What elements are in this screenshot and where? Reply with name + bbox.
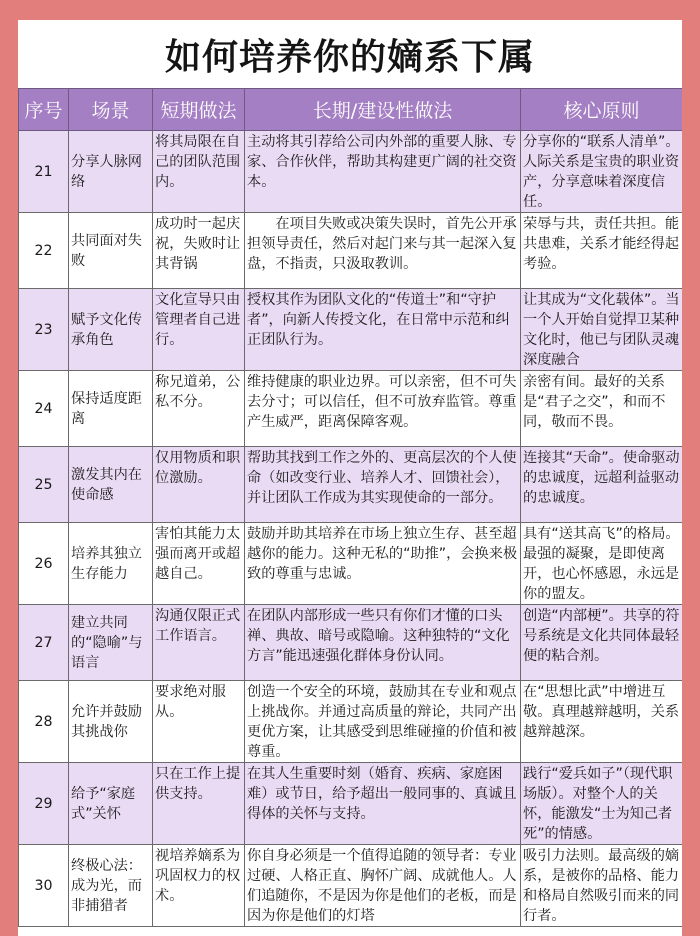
row-long-term: 维持健康的职业边界。可以亲密，但不可失去分寸；可以信任，但不可放弃监管。尊重产生威严，距离保障客观。	[245, 371, 521, 447]
row-long-term	[245, 213, 521, 289]
row-number: 28	[19, 681, 69, 763]
row-scene: 激发其内在使命感	[69, 447, 153, 523]
row-principle: 践行“爱兵如子”（现代职场版）。对整个人的关怀，能激发“士为知己者死”的情感。	[521, 763, 683, 845]
row-scene: 给予“家庭式”关怀	[69, 763, 153, 845]
row-short-term: 视培养嫡系为巩固权力的权术。	[153, 845, 245, 927]
row-number: 29	[19, 763, 69, 845]
row-scene: 建立共同的“隐喻”与语言	[69, 605, 153, 681]
row-long-term: 你自身必须是一个值得追随的领导者：专业过硬、人格正直、胸怀广阔、成就他人。人们追随你，不是因为你是他们的老板，而是因为你是他们的灯塔	[245, 845, 521, 927]
table-row	[19, 605, 683, 681]
row-number: 24	[19, 371, 69, 447]
row-long-term: 鼓励并助其培养在市场上独立生存、甚至超越你的能力。这种无私的“助推”，会换来极致的尊重与忠诚。	[245, 523, 521, 605]
row-short-term: 只在工作上提供支持。	[153, 763, 245, 845]
row-principle: 创造“内部梗”。共享的符号系统是文化共同体最轻便的粘合剂。	[521, 605, 683, 681]
row-long-term: 创造一个安全的环境，鼓励其在专业和观点上挑战你。并通过高质量的辩论，共同产出更优方案，让其感受到思维碰撞的价值和被尊重。	[245, 681, 521, 763]
row-number: 22	[19, 213, 69, 289]
row-short-term: 将其局限在自己的团队范围内。	[153, 131, 245, 213]
row-scene: 终极心法：成为光，而非捕猎者	[69, 845, 153, 927]
row-long-term-text: 在项目失败或决策失误时，首先公开承担领导责任，然后对起门来与其一起深入复盘，不指责，只汲取教训。	[247, 216, 517, 272]
practice-table	[18, 88, 682, 927]
header-scene: 场景	[69, 89, 153, 131]
row-short-term: 称兄道弟，公私不分。	[153, 371, 245, 447]
table-row	[19, 447, 683, 523]
content-card	[18, 20, 682, 936]
row-principle: 吸引力法则。最高级的嫡系，是被你的品格、能力和格局自然吸引而来的同行者。	[521, 845, 683, 927]
header-long-term: 长期/建设性做法	[245, 89, 521, 131]
table-row	[19, 213, 683, 289]
row-principle: 在“思想比武”中增进互敬。真理越辩越明，关系越辩越深。	[521, 681, 683, 763]
table-row	[19, 523, 683, 605]
row-long-term: 在团队内部形成一些只有你们才懂的口头禅、典故、暗号或隐喻。这种独特的“文化方言”能迅速强化群体身份认同。	[245, 605, 521, 681]
row-scene: 分享人脉网络	[69, 131, 153, 213]
row-principle: 亲密有间。最好的关系是“君子之交”，和而不同，敬而不畏。	[521, 371, 683, 447]
table-row	[19, 681, 683, 763]
row-number: 26	[19, 523, 69, 605]
row-principle: 让其成为“文化载体”。当一个人开始自觉捍卫某种文化时，他已与团队灵魂深度融合	[521, 289, 683, 371]
row-short-term: 要求绝对服从。	[153, 681, 245, 763]
row-principle: 连接其“天命”。使命驱动的忠诚度，远超利益驱动的忠诚度。	[521, 447, 683, 523]
row-long-term: 授权其作为团队文化的“传道士”和“守护者”，向新人传授文化，在日常中示范和纠正团队行为。	[245, 289, 521, 371]
row-scene: 培养其独立生存能力	[69, 523, 153, 605]
row-principle: 荣辱与共，责任共担。能共患难，关系才能经得起考验。	[521, 213, 683, 289]
table-row	[19, 131, 683, 213]
header-short-term: 短期做法	[153, 89, 245, 131]
row-short-term: 害怕其能力太强而离开或超越自己。	[153, 523, 245, 605]
row-scene: 保持适度距离	[69, 371, 153, 447]
row-scene: 共同面对失败	[69, 213, 153, 289]
row-scene: 允许并鼓励其挑战你	[69, 681, 153, 763]
row-short-term: 文化宣导只由管理者自己进行。	[153, 289, 245, 371]
row-long-term: 帮助其找到工作之外的、更高层次的个人使命（如改变行业、培养人才、回馈社会），并让团队工作成为其实现使命的一部分。	[245, 447, 521, 523]
row-short-term: 仅用物质和职位激励。	[153, 447, 245, 523]
page-title: 如何培养你的嫡系下属	[164, 36, 535, 78]
header-number: 序号	[19, 89, 69, 131]
row-number: 21	[19, 131, 69, 213]
row-short-term: 成功时一起庆祝，失败时让其背锅	[153, 213, 245, 289]
table-row	[19, 845, 683, 927]
row-principle: 分享你的“联系人清单”。人际关系是宝贵的职业资产，分享意味着深度信任。	[521, 131, 683, 213]
table-row	[19, 289, 683, 371]
row-scene: 赋予文化传承角色	[69, 289, 153, 371]
table-row	[19, 371, 683, 447]
row-number: 27	[19, 605, 69, 681]
table-row	[19, 763, 683, 845]
row-number: 25	[19, 447, 69, 523]
table-header-row	[19, 89, 683, 131]
row-long-term: 主动将其引荐给公司内外部的重要人脉、专家、合作伙伴，帮助其构建更广阔的社交资本。	[245, 131, 521, 213]
row-number: 30	[19, 845, 69, 927]
row-short-term: 沟通仅限正式工作语言。	[153, 605, 245, 681]
row-number: 23	[19, 289, 69, 371]
row-long-term: 在其人生重要时刻（婚育、疾病、家庭困难）或节日，给予超出一般同事的、真诚且得体的关怀与支持。	[245, 763, 521, 845]
row-principle: 具有“送其高飞”的格局。最强的凝聚，是即使离开，也心怀感恩，永远是你的盟友。	[521, 523, 683, 605]
header-principle: 核心原则	[521, 89, 683, 131]
